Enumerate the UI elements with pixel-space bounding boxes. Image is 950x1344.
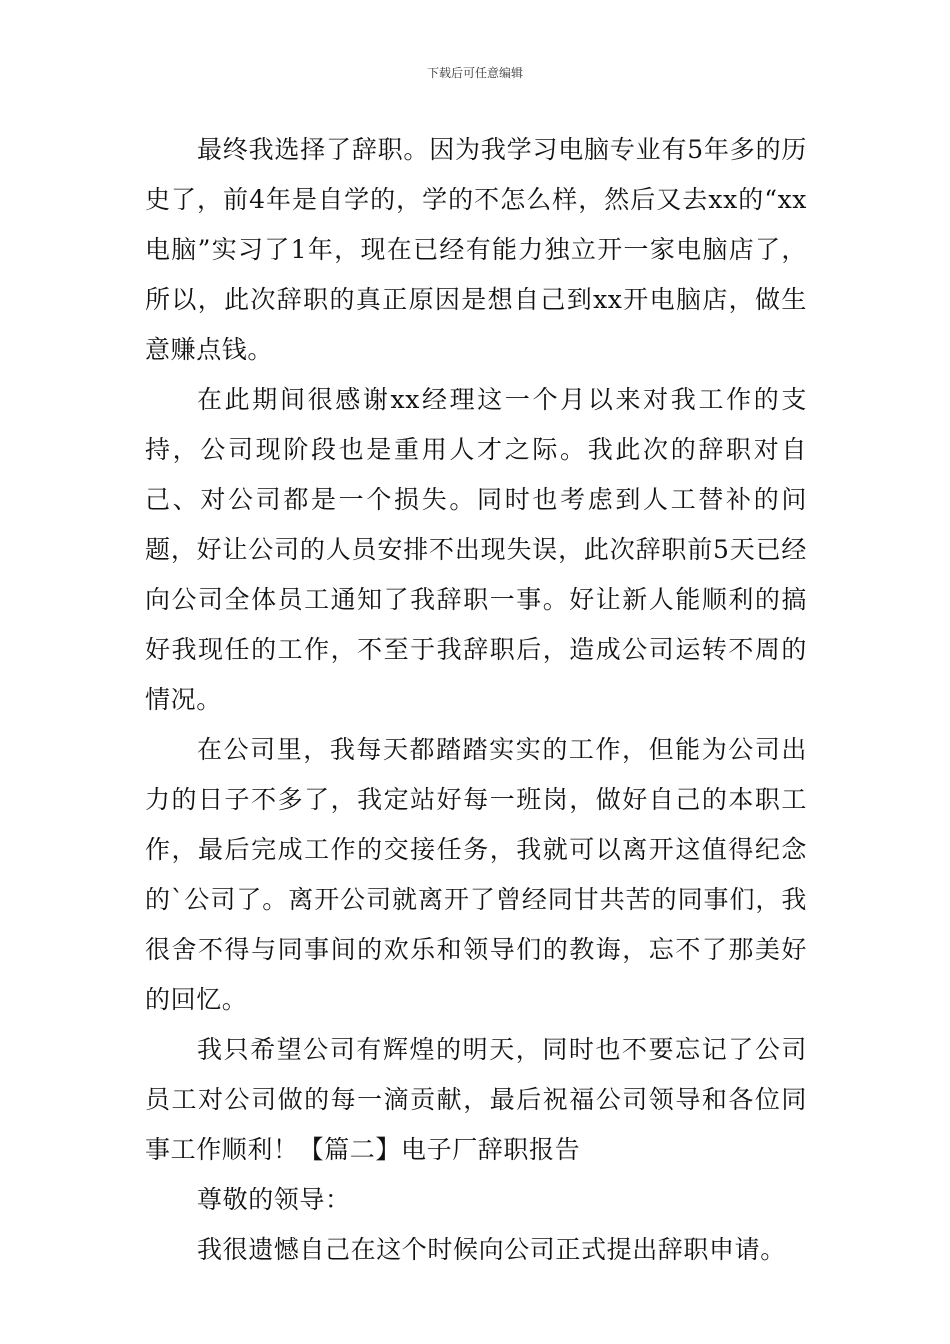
document-body (145, 125, 807, 1275)
paragraph-6: 我很遗憾自己在这个时候向公司正式提出辞职申请。 (197, 1235, 786, 1264)
salutation: 尊敬的领导： (197, 1185, 351, 1214)
page-header: 下载后可任意编辑 (426, 66, 523, 80)
paragraph-4: 我只希望公司有辉煌的明天，同时也不要忘记了公司员工对公司做的每一滴贡献，最后祝福公司领导和各位同事工作顺利！【篇二】电子厂辞职报告 (145, 1035, 807, 1164)
paragraph-3: 在公司里，我每天都踏踏实实的工作，但能为公司出力的日子不多了，我定站好每一班岗，做好自己的本职工作，最后完成工作的交接任务，我就可以离开这值得纪念的`公司了。离开公司就离开了曾经同甘共苦的同事们，我很舍不得与同事间的欢乐和领导们的教诲，忘不了那美好的回忆。 (145, 735, 807, 1014)
paragraph-2: 在此期间很感谢xx经理这一个月以来对我工作的支持，公司现阶段也是重用人才之际。我此次的辞职对自己、对公司都是一个损失。同时也考虑到人工替补的问题，好让公司的人员安排不出现失误，此次辞职前5天已经向公司全体员工通知了我辞职一事。好让新人能顺利的搞好我现任的工作，不至于我辞职后，造成公司运转不周的情况。 (145, 385, 807, 714)
paragraph-1: 最终我选择了辞职。因为我学习电脑专业有5年多的历史了，前4年是自学的，学的不怎么样，然后又去xx的“xx电脑”实习了1年，现在已经有能力独立开一家电脑店了，所以，此次辞职的真正原因是想自己到xx开电脑店，做生意赚点钱。 (145, 135, 807, 364)
